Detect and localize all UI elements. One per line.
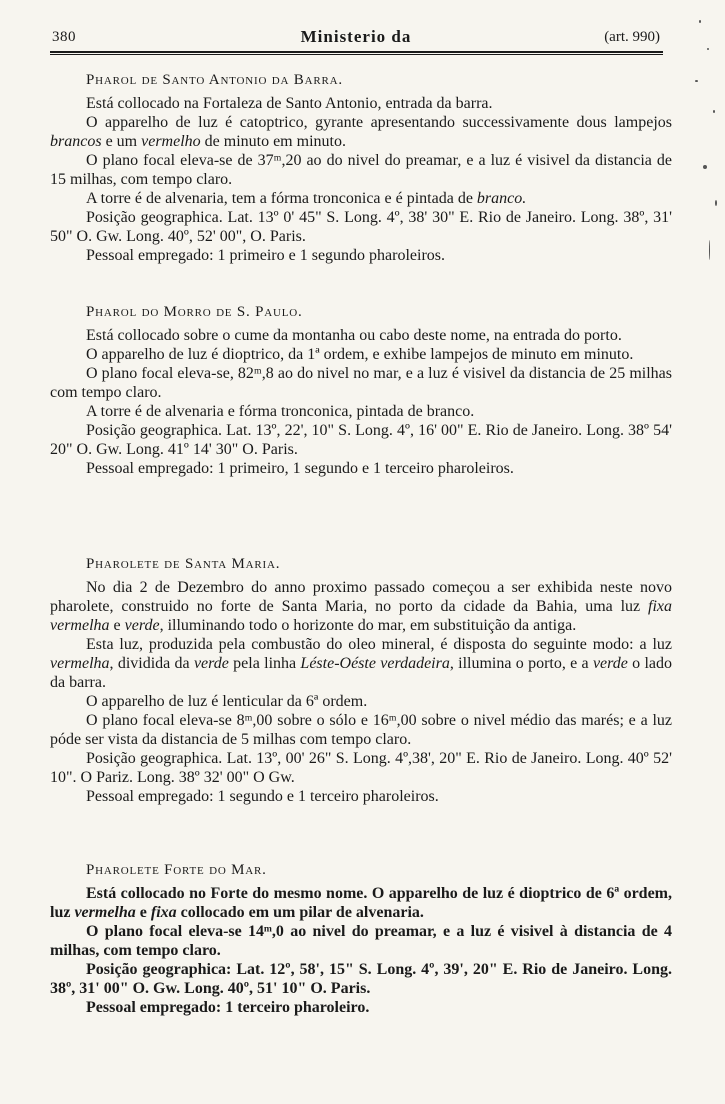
text-run: Posição geographica. Lat. 13º, 22', 10" S. Long. 4º, 16' 00" E. Rio de Janeiro. Long. 38º 54' 20" O. Gw. Long. 41º 14' 30" O. Paris. bbox=[50, 422, 672, 458]
paragraph bbox=[50, 960, 672, 998]
page-number: 380 bbox=[52, 29, 76, 45]
italic-run: vermelha bbox=[50, 655, 110, 672]
paragraph bbox=[50, 787, 672, 806]
text-run: Pessoal empregado: 1 primeiro e 1 segundo pharoleiros. bbox=[86, 247, 446, 264]
text-run: de minuto em minuto. bbox=[200, 133, 346, 150]
paragraph bbox=[50, 208, 672, 246]
text-run: pela linha bbox=[228, 655, 301, 672]
italic-run: verde bbox=[193, 655, 229, 672]
text-run: A torre é de alvenaria e fórma tronconica, pintada de branco. bbox=[86, 403, 475, 420]
paragraph bbox=[50, 151, 672, 189]
text-run: , illumina o porto, e a bbox=[449, 655, 593, 672]
paragraph bbox=[50, 345, 672, 364]
italic-run: fixa vermelha bbox=[50, 598, 672, 634]
text-run: O apparelho de luz é dioptrico, da 1ª ordem, e exhibe lampejos de minuto em minuto. bbox=[86, 346, 634, 363]
header-title: Ministerio da bbox=[300, 27, 412, 46]
paragraph bbox=[50, 189, 672, 208]
section-santa-maria bbox=[50, 554, 672, 806]
text-run: O apparelho de luz é lenticular da 6ª ordem. bbox=[86, 693, 368, 710]
text-run: O plano focal eleva-se de 37ᵐ,20 ao do nivel do preamar, e a luz é visivel da distancia de 15 milhas, com tempo claro. bbox=[50, 152, 672, 188]
paragraph bbox=[50, 578, 672, 635]
text-run: e bbox=[135, 904, 151, 921]
header-rule-thin bbox=[50, 54, 663, 55]
text-run: e um bbox=[101, 133, 142, 150]
text-run: Está collocado na Fortaleza de Santo Antonio, entrada da barra. bbox=[86, 95, 493, 112]
paragraph bbox=[50, 246, 672, 265]
text-run: No dia 2 de Dezembro do anno proximo passado começou a ser exhibida neste novo pharolete, construido no forte de Santa Maria, no porto da cidade da Bahia, uma luz bbox=[50, 579, 672, 615]
text-run: , illuminando todo o horizonte do mar, em substituição da antiga. bbox=[159, 617, 577, 634]
section-title: Pharol do Morro de S. Paulo. bbox=[86, 304, 303, 320]
italic-run: vermelho bbox=[141, 133, 201, 150]
text-run: A torre é de alvenaria, tem a fórma tronconica e é pintada de bbox=[86, 190, 477, 207]
text-run: , dividida da bbox=[109, 655, 194, 672]
text-run: Posição geographica: Lat. 12º, 58', 15" S. Long. 4º, 39', 20" E. Rio de Janeiro. Long. 38º, 31' 00" O. Gw. Long. 40º, 51' 10" O. Paris. bbox=[50, 961, 672, 997]
section-title: Pharolete Forte do Mar. bbox=[86, 862, 267, 878]
italic-run: brancos bbox=[50, 133, 102, 150]
paragraph bbox=[50, 711, 672, 749]
italic-run: branco. bbox=[476, 190, 527, 207]
section-title: Pharolete de Santa Maria. bbox=[86, 556, 281, 572]
running-header bbox=[52, 27, 660, 51]
section-morro-sao-paulo bbox=[50, 302, 672, 478]
header-rule bbox=[50, 51, 663, 53]
italic-run: verde bbox=[592, 655, 628, 672]
text-run: O plano focal eleva-se 8ᵐ,00 sobre o sólo e 16ᵐ,00 sobre o nivel médio das marés; e a luz póde ser vista da distancia de 5 milhas com tempo claro. bbox=[50, 712, 672, 748]
text-run: Está collocado sobre o cume da montanha ou cabo deste nome, na entrada do porto. bbox=[86, 327, 622, 344]
section-title: Pharol de Santo Antonio da Barra. bbox=[86, 72, 343, 88]
text-run: O plano focal eleva-se 14ᵐ,0 ao nivel do preamar, e a luz é visivel à distancia de 4 milhas, com tempo claro. bbox=[50, 923, 672, 959]
paragraph bbox=[50, 635, 672, 692]
text-run: Pessoal empregado: 1 terceiro pharoleiro. bbox=[86, 999, 370, 1016]
text-run: O plano focal eleva-se, 82ᵐ,8 ao do nivel no mar, e a luz é visivel da distancia de 25 milhas com tempo claro. bbox=[50, 365, 672, 401]
paragraph bbox=[50, 402, 672, 421]
text-run: Pessoal empregado: 1 primeiro, 1 segundo e 1 terceiro pharoleiros. bbox=[86, 460, 514, 477]
section-forte-do-mar bbox=[50, 860, 672, 1017]
text-run: Está collocado no Forte do mesmo nome. O apparelho de luz é dioptrico de 6ª ordem, luz bbox=[50, 885, 672, 921]
paragraph bbox=[50, 692, 672, 711]
header-article: (art. 990) bbox=[604, 29, 660, 45]
italic-run: vermelha bbox=[74, 904, 136, 921]
italic-run: fixa bbox=[150, 904, 177, 921]
italic-run: verde bbox=[124, 617, 160, 634]
paragraph bbox=[50, 884, 672, 922]
section-santo-antonio bbox=[50, 70, 672, 265]
paragraph bbox=[50, 364, 672, 402]
italic-run: Léste-Oéste verdadeira bbox=[300, 655, 450, 672]
paragraph bbox=[50, 113, 672, 151]
page-edge-specks bbox=[685, 0, 725, 280]
text-run: Esta luz, produzida pela combustão do oleo mineral, é disposta do seguinte modo: a luz bbox=[86, 636, 672, 653]
paragraph bbox=[50, 749, 672, 787]
text-run: o lado da barra. bbox=[50, 655, 673, 691]
paragraph bbox=[50, 998, 672, 1017]
paragraph bbox=[50, 459, 672, 478]
text-run: O apparelho de luz é catoptrico, gyrante apresentando successivamente dous lampejos bbox=[86, 114, 672, 131]
paragraph bbox=[50, 326, 672, 345]
text-run: Posição geographica. Lat. 13º, 00' 26" S. Long. 4º,38', 20" E. Rio de Janeiro. Long. 40º 52' 10". O Pariz. Long. 38º 32' 00" O Gw. bbox=[50, 750, 672, 786]
paragraph bbox=[50, 94, 672, 113]
text-run: collocado em um pilar de alvenaria. bbox=[176, 904, 424, 921]
text-run: Pessoal empregado: 1 segundo e 1 terceiro pharoleiros. bbox=[86, 788, 439, 805]
text-run: e bbox=[109, 617, 125, 634]
paragraph bbox=[50, 421, 672, 459]
text-run: Posição geographica. Lat. 13º 0' 45" S. Long. 4º, 38' 30" E. Rio de Janeiro. Long. 38º, 31' 50" O. Gw. Long. 40º, 52' 00", O. Paris. bbox=[50, 209, 672, 245]
paragraph bbox=[50, 922, 672, 960]
